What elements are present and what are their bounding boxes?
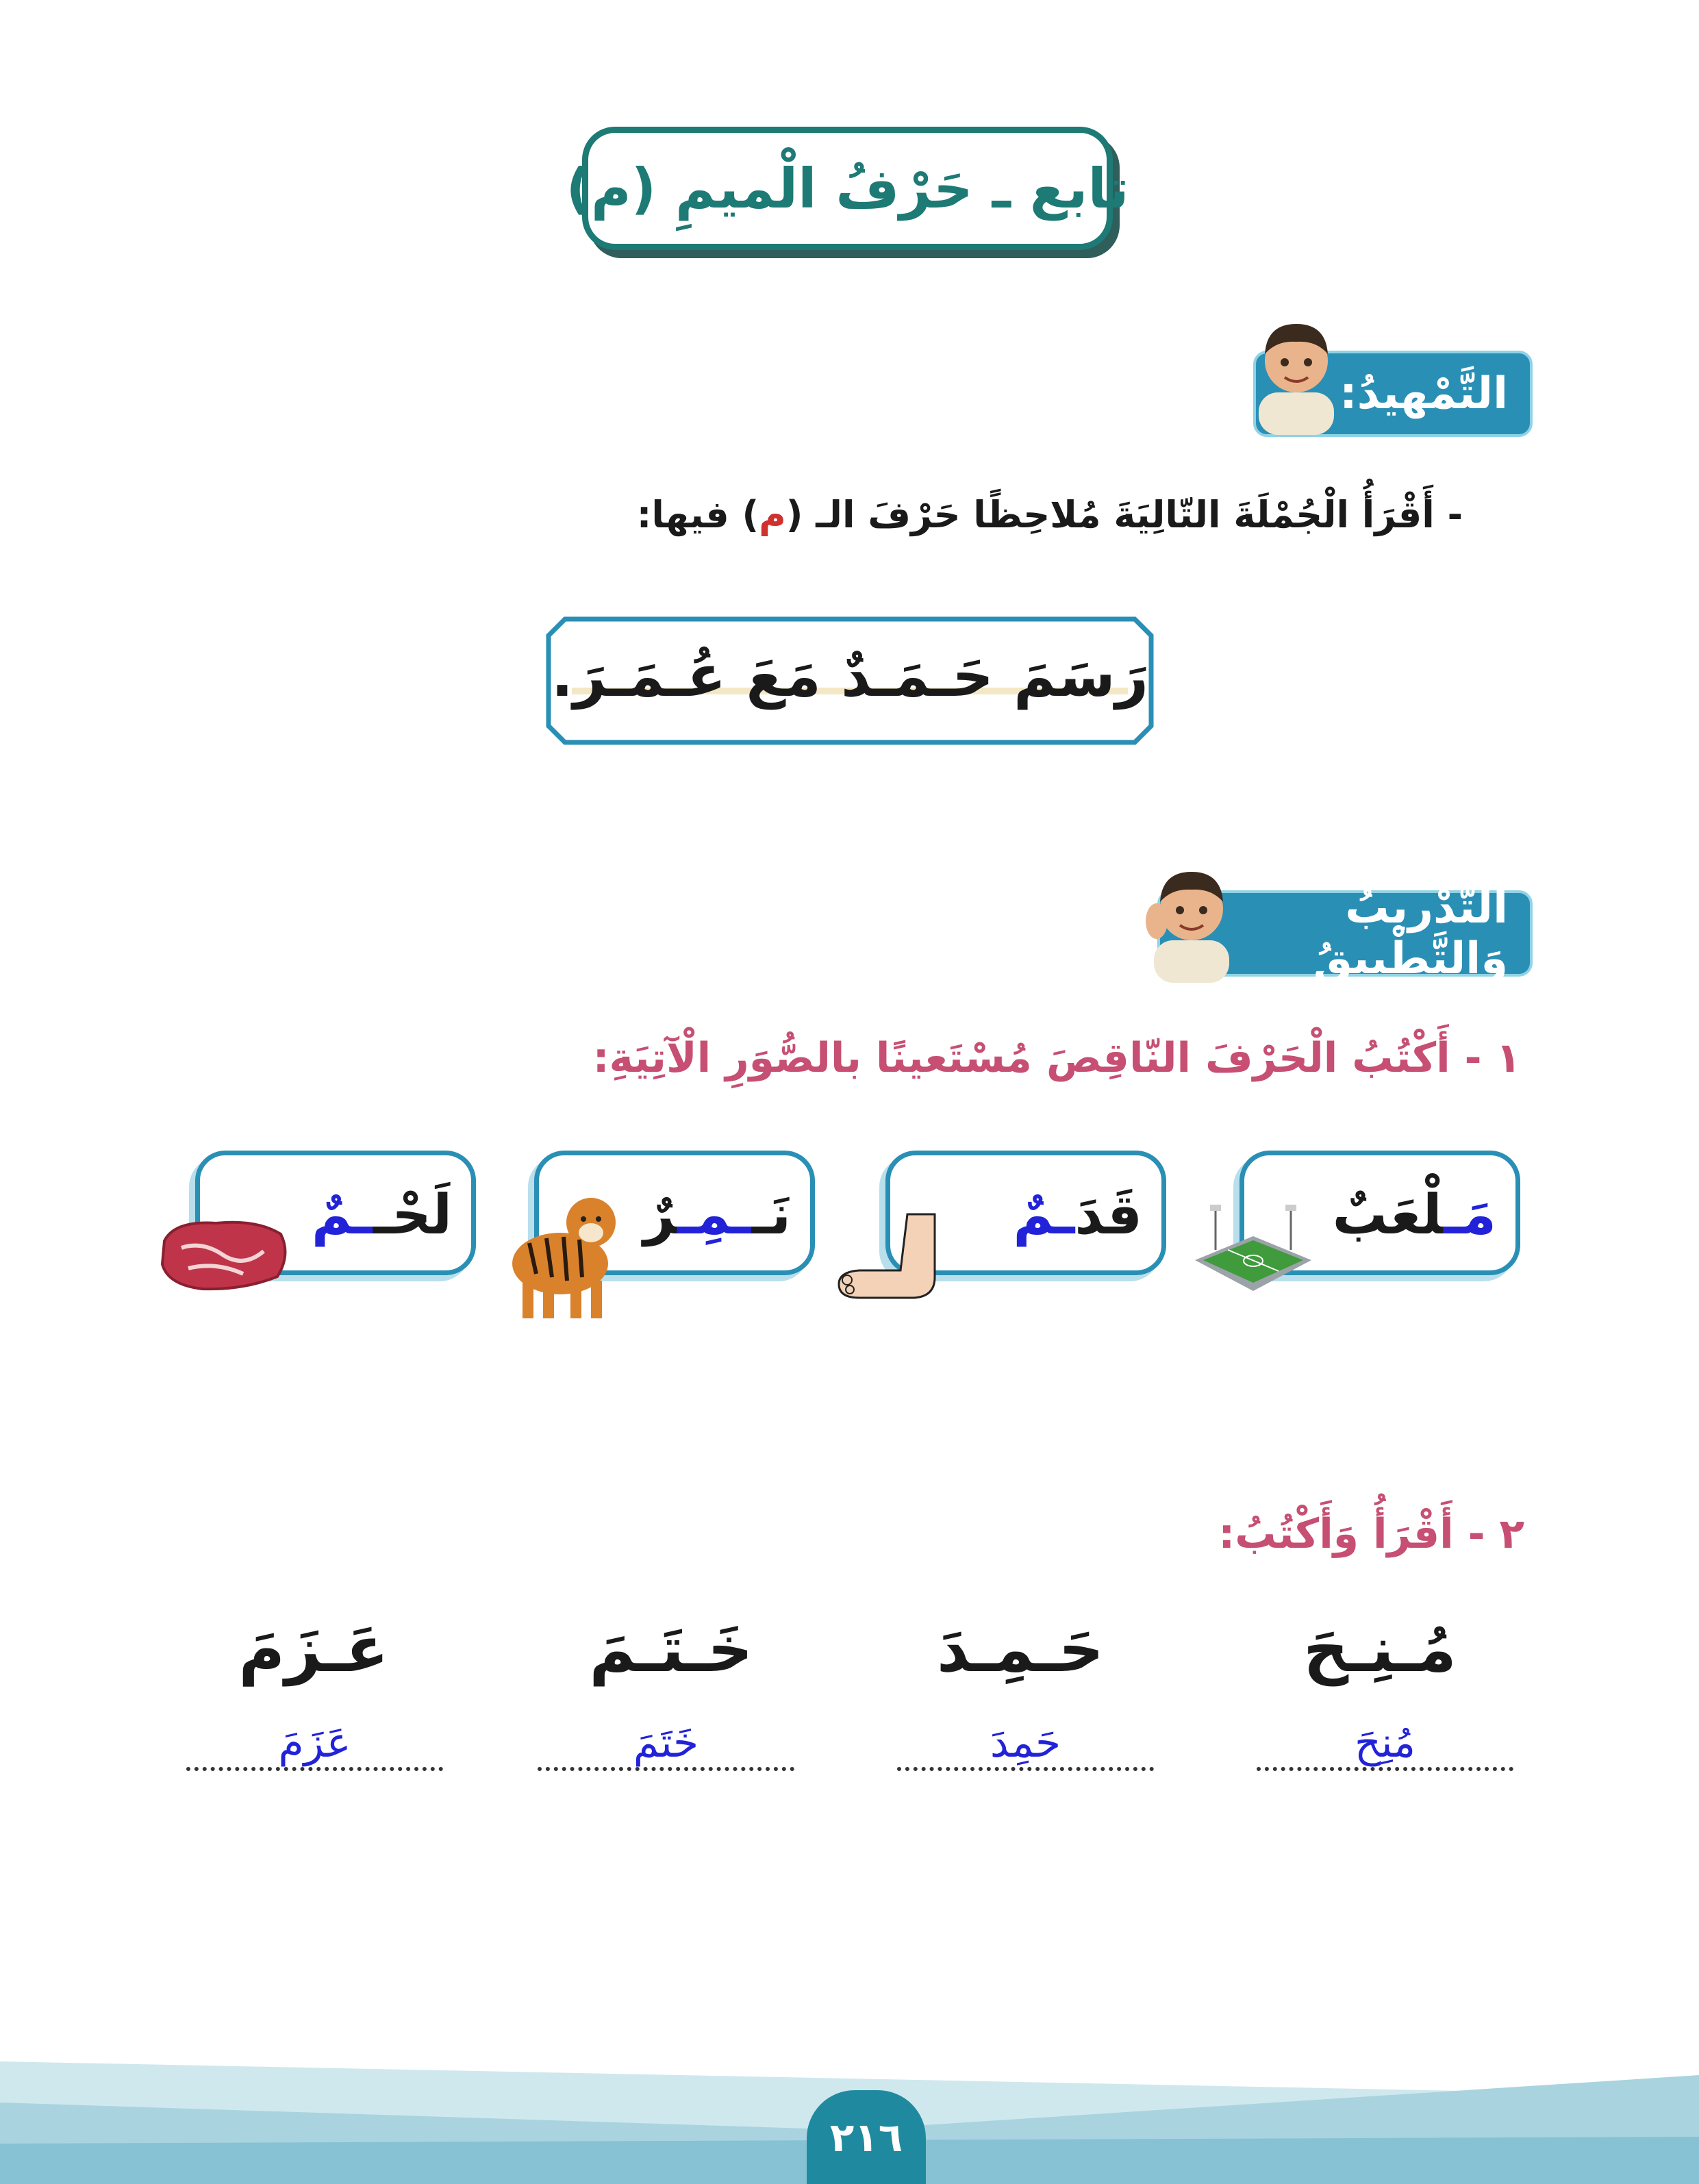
writing-line[interactable]	[186, 1760, 443, 1771]
read-word: عَـزَمَ	[238, 1613, 389, 1686]
thinking-boy-icon	[1140, 859, 1243, 983]
card-word: مَـلْعَبٌ	[1332, 1183, 1496, 1246]
meat-steak-icon	[154, 1214, 294, 1296]
writing-line[interactable]	[1257, 1760, 1513, 1771]
stadium-icon	[1188, 1195, 1315, 1298]
written-answer: خَتَمَ	[633, 1719, 699, 1767]
practice-badge-label: التَّدْريبُ وَالتَّطْبيقُ	[1313, 883, 1508, 984]
highlighted-letter: م	[759, 493, 786, 536]
intro-instruction	[637, 493, 1463, 536]
sentence-text: رَسَمَ حَـمَـدٌ مَعَ عُـمَـرَ.	[551, 642, 1149, 710]
title-banner	[566, 127, 1129, 250]
card-word: لَحْــمٌ	[311, 1183, 452, 1246]
tiger-icon	[492, 1185, 622, 1322]
instruction-text: - أَقْرَأُ الْجُمْلَةَ التّالِيَةَ مُلاحِظًا حَرْفَ الـ (	[785, 493, 1463, 536]
missing-letter: مَـ	[1444, 1183, 1496, 1246]
card-word: نَــمِـرٌ	[643, 1183, 791, 1246]
written-answer: عَزَمَ	[278, 1719, 351, 1767]
written-answer: مُنِحَ	[1355, 1719, 1415, 1767]
writing-line[interactable]	[897, 1760, 1154, 1771]
boy-avatar-icon	[1245, 312, 1348, 435]
page-number: ٢١٦	[829, 2113, 903, 2161]
intro-badge-label: التَّمْهيدُ:	[1339, 368, 1508, 419]
page-title: تابع ـ حَرْفُ الْميمِ (م)	[566, 156, 1129, 221]
foot-icon	[832, 1209, 948, 1305]
missing-letter: ـمٌ	[311, 1183, 373, 1246]
exercise-2-heading: ٢ - أَقْرَأُ وَأَكْتُبُ:	[1218, 1510, 1524, 1558]
written-answer: حَمِدَ	[990, 1719, 1061, 1767]
sentence-box	[544, 615, 1155, 746]
read-word: مُـنِـحَ	[1303, 1613, 1457, 1686]
read-word: حَـمِـدَ	[936, 1613, 1104, 1686]
card-word: قَدَـمٌ	[1013, 1183, 1142, 1246]
missing-letter: ـمٌ	[1013, 1183, 1075, 1246]
instruction-text-end: ) فيها:	[636, 493, 759, 536]
page-number-badge	[807, 2090, 926, 2184]
missing-letter: ـمِـ	[677, 1183, 752, 1246]
writing-line[interactable]	[538, 1760, 794, 1771]
read-word: خَـتَـمَ	[589, 1613, 753, 1686]
exercise-1-heading: ١ - أَكْتُبُ الْحَرْفَ النّاقِصَ مُسْتَعينًا بالصُّوَرِ الْآتِيَةِ:	[592, 1034, 1521, 1082]
